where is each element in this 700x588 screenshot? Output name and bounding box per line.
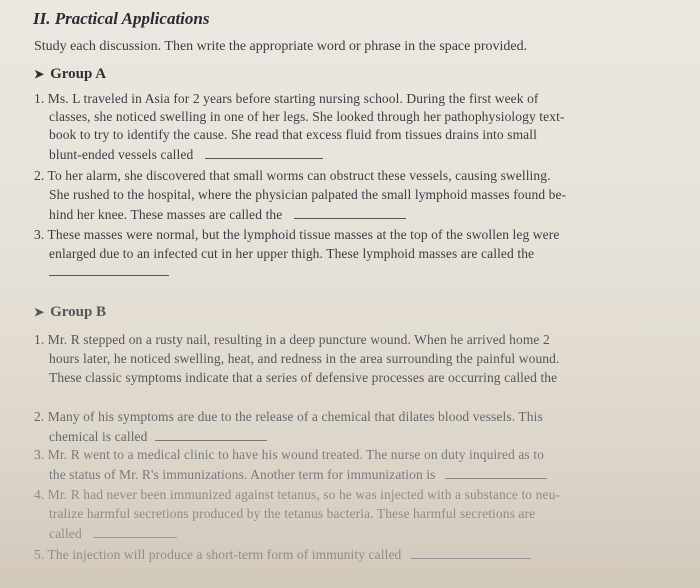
answer-blank[interactable]: [411, 546, 531, 559]
answer-blank[interactable]: [155, 428, 267, 441]
group-b-q4-line1: 4. Mr. R had never been immunized against tetanus, so he was injected with a substance to neu-: [34, 487, 561, 502]
answer-blank[interactable]: [93, 525, 177, 538]
answer-blank[interactable]: [49, 263, 169, 276]
group-b-q3-line1: 3. Mr. R went to a medical clinic to have his wound treated. The nurse on duty inquired as to: [34, 447, 544, 462]
group-a-q1-line4: [49, 146, 323, 163]
group-a-q2-line2: She rushed to the hospital, where the physician palpated the small lymphoid masses found be-: [49, 187, 567, 202]
group-a-heading: [34, 66, 106, 83]
answer-blank[interactable]: [205, 146, 323, 159]
group-a-q1-line1: 1. Ms. L traveled in Asia for 2 years before starting nursing school. During the first week of: [34, 91, 539, 106]
instructions: Study each discussion. Then write the appropriate word or phrase in the space provided.: [34, 39, 528, 54]
group-a-q3-line2: enlarged due to an infected cut in her upper thigh. These lymphoid masses are called the: [49, 246, 535, 261]
group-b-q4-line2: tralize harmful secretions produced by the tetanus bacteria. These harmful secretions are: [49, 506, 536, 521]
answer-blank[interactable]: [294, 206, 406, 219]
group-b-q1-line3: These classic symptoms indicate that a series of defensive processes are occurring called the: [49, 370, 558, 385]
section-heading: II. Practical Applications: [33, 9, 210, 28]
group-b-q1-line1: 1. Mr. R stepped on a rusty nail, resulting in a deep puncture wound. When he arrived home 2: [34, 332, 550, 347]
group-b-q3-line2: [49, 466, 547, 483]
group-a-q1-line4-text: blunt-ended vessels called: [49, 147, 194, 162]
group-b-heading: [34, 304, 106, 321]
group-a-q2-line3: [49, 206, 406, 223]
group-b-q4-line3: [49, 525, 177, 542]
group-b-q2-line2: [49, 428, 267, 445]
answer-blank[interactable]: [445, 466, 547, 479]
group-a-q1-line3: book to try to identify the cause. She read that excess fluid from tissues drains into small: [49, 127, 537, 142]
group-a-q2-line1: 2. To her alarm, she discovered that small worms can obstruct these vessels, causing swelling.: [34, 168, 551, 183]
group-b-q5-line1-text: 5. The injection will produce a short-term form of immunity called: [34, 547, 402, 562]
group-b-q2-line1: 2. Many of his symptoms are due to the release of a chemical that dilates blood vessels. This: [34, 409, 543, 424]
group-b-q2-line2-text: chemical is called: [49, 429, 148, 444]
arrow-icon: ➤: [34, 305, 45, 319]
arrow-icon: ➤: [34, 67, 45, 81]
group-a-title: Group A: [50, 66, 107, 82]
group-a-q2-line3-text: hind her knee. These masses are called the: [49, 207, 283, 222]
group-a-q1-line2: classes, she noticed swelling in one of her legs. She looked through her pathophysiology text-: [49, 109, 565, 124]
group-b-q5-line1: [34, 546, 531, 563]
group-b-q3-line2-text: the status of Mr. R's immunizations. Another term for immunization is: [49, 467, 436, 482]
group-a-q3-blank-line: [49, 263, 169, 280]
group-b-q1-line2: hours later, he noticed swelling, heat, and redness in the area surrounding the painful wound.: [49, 351, 560, 366]
group-a-q3-line1: 3. These masses were normal, but the lymphoid tissue masses at the top of the swollen leg were: [34, 227, 560, 242]
group-b-title: Group B: [50, 304, 107, 320]
group-b-q4-line3-text: called: [49, 526, 82, 541]
